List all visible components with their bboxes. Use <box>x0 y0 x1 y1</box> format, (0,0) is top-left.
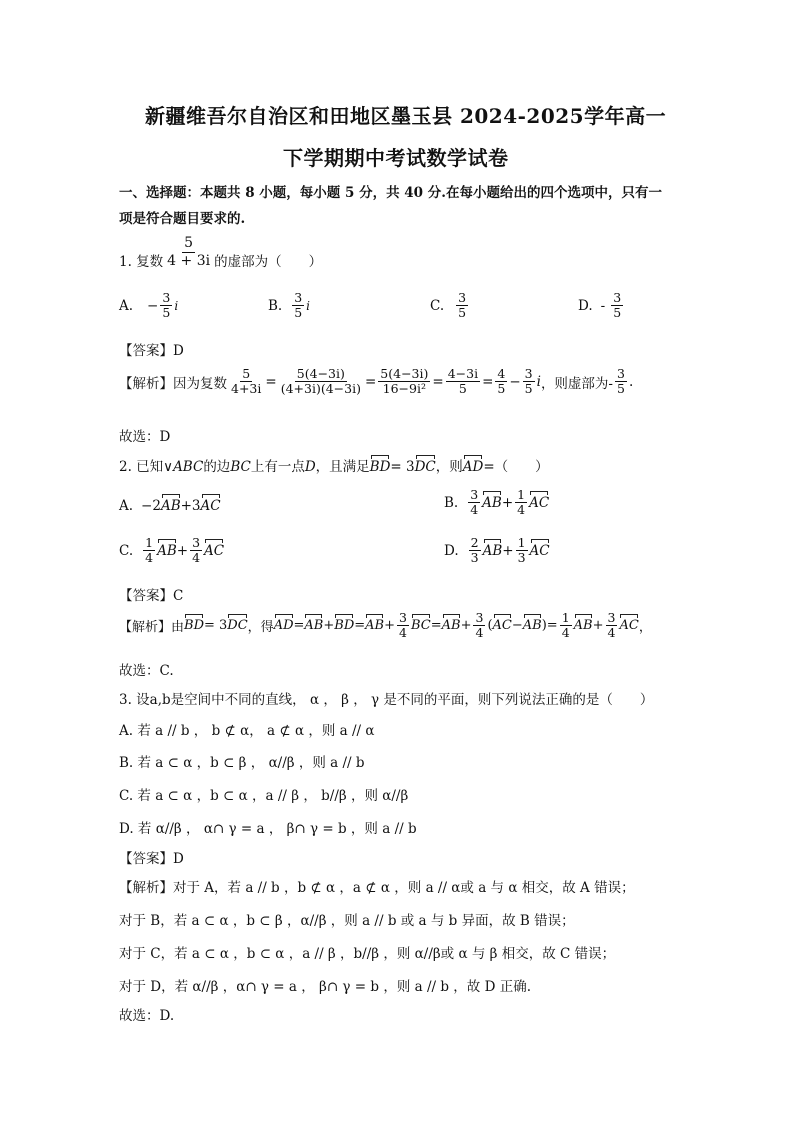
frac-num: 5(4−3i) <box>296 366 345 381</box>
vector-ab: AB <box>157 542 177 559</box>
frac-num: 5 <box>242 366 251 381</box>
q3-answer: 【答案】D <box>119 851 184 867</box>
section-header-line1: 一、选择题：本题共 8 小题，每小题 5 分，共 40 分.在每小题给出的四个选项中，只有一 <box>119 185 662 201</box>
vector-ac: AC <box>619 618 639 634</box>
q1-fraction <box>165 235 212 268</box>
vector-ab: AB <box>573 618 593 634</box>
stem-part: 的边 <box>203 459 231 475</box>
q3-analysis-line1: 【解析】对于 A，若 a // b ，b ⊄ α ，a ⊄ α ，则 a // α或 a 与 α 相交，故 A 错误； <box>119 880 635 896</box>
frac-den: 5 <box>294 305 303 321</box>
page-title-line1: 新疆维吾尔自治区和田地区墨玉县 2024-2025学年高一 <box>145 104 667 128</box>
imag-unit: i <box>174 298 179 313</box>
frac-num: 4 <box>497 366 506 381</box>
q2-stem <box>119 455 549 475</box>
minus: − <box>509 373 521 390</box>
side-name: BC <box>230 459 251 475</box>
frac-num: 2 <box>470 535 479 550</box>
equals: = <box>432 373 444 390</box>
q3-conclusion: 故选：D. <box>119 1008 175 1024</box>
point-name: D <box>304 459 316 475</box>
frac-num: 1 <box>561 610 570 625</box>
analysis-head: 【解析】因为复数 <box>119 375 227 392</box>
frac-den: 4 <box>561 625 570 641</box>
vector-dc: DC <box>227 618 248 634</box>
q2-conclusion: 故选：C. <box>119 663 174 679</box>
equals: = <box>354 618 366 634</box>
frac-den: 4 <box>475 625 484 641</box>
frac-den: 5 <box>617 381 625 397</box>
q1-conclusion: 故选：D <box>119 429 171 445</box>
frac-den: 5 <box>458 381 467 397</box>
plus: + <box>460 618 472 634</box>
plus: + <box>592 618 604 634</box>
q2-answer: 【答案】C <box>119 588 184 604</box>
plus: + <box>384 618 396 634</box>
frac-num: 3 <box>607 610 616 625</box>
frac-num: 3 <box>475 610 484 625</box>
frac-num: 1 <box>517 487 526 502</box>
frac-den: (4+3i)(4−3i) <box>280 381 361 397</box>
vector-ac: AC <box>529 542 550 559</box>
frac-num: 1 <box>517 535 526 550</box>
frac-num: 3 <box>470 487 479 502</box>
frac-den: 4 <box>517 502 526 518</box>
frac-num: 3 <box>399 610 407 625</box>
frac-num: 3 <box>192 535 201 550</box>
frac-num: 3 <box>524 366 533 381</box>
frac-den: 3 <box>517 550 526 566</box>
analysis-tail: ，则虚部为- <box>540 375 613 392</box>
q2-option-d[interactable] <box>444 536 550 566</box>
vector-ab: AB <box>482 542 503 559</box>
q1-frac-num: 5 <box>184 235 194 252</box>
imag-unit: i <box>306 298 311 313</box>
frac-num: 3 <box>458 290 467 305</box>
equals: = <box>265 373 277 390</box>
vector-ac: AC <box>492 618 512 634</box>
stem-part: 上有一点 <box>250 459 305 475</box>
option-label: C. <box>430 297 445 314</box>
q1-stem <box>119 234 322 270</box>
page-title-line2: 下学期期中考试数学试卷 <box>283 146 509 170</box>
q3-option-d[interactable]: D. 若 α//β ， α∩ γ = a ， β∩ γ = b ，则 a // b <box>119 821 417 837</box>
frac-den: 5 <box>497 381 506 397</box>
plus: + <box>176 542 189 559</box>
frac-num: 3 <box>617 366 625 381</box>
option-label: B. <box>444 494 459 511</box>
frac-num: 3 <box>294 290 303 305</box>
option-label: B. <box>268 297 283 314</box>
q2-option-b[interactable] <box>444 488 549 518</box>
vector-ab: AB <box>365 618 385 634</box>
stem-part: 2. 已知∨ <box>119 459 174 475</box>
section-header-line2: 项是符合题目要求的. <box>119 211 246 227</box>
analysis-mid: ，得 <box>247 620 274 636</box>
frac-num: 3 <box>162 290 171 305</box>
option-label: D. <box>578 297 593 314</box>
q1-option-d[interactable] <box>578 291 625 321</box>
sign: - <box>600 297 606 314</box>
q1-number: 1. 复数 <box>119 254 164 270</box>
q1-option-c[interactable] <box>430 291 470 321</box>
q3-stem: 3. 设a,b是空间中不同的直线， α ， β ， γ 是不同的平面，则下列说法正确的是（ ） <box>119 692 654 708</box>
q1-option-b[interactable] <box>268 291 310 321</box>
frac-num: 3 <box>613 290 622 305</box>
option-label: C. <box>119 542 134 559</box>
vector-bd: BD <box>369 459 391 475</box>
vector-ac: AC <box>204 542 225 559</box>
option-label: A. <box>119 297 134 314</box>
plus: + <box>501 494 514 511</box>
q3-analysis-line4: 对于 D，若 α//β ，α∩ γ = a ， β∩ γ = b ，则 a // b ，故 D 正确. <box>119 979 531 995</box>
q2-option-c[interactable] <box>119 536 224 566</box>
frac-den: 4+3i <box>231 381 262 397</box>
analysis-head: 【解析】由 <box>119 620 185 636</box>
frac-den: 5 <box>524 381 533 397</box>
vector-ab: AB <box>160 498 181 514</box>
coef: −2 <box>141 498 161 514</box>
frac-den: 4 <box>192 550 201 566</box>
vector-dc: DC <box>414 459 436 475</box>
vector-ad: AD <box>273 618 294 634</box>
plus: + <box>502 542 514 559</box>
vector-bc: BC <box>410 618 431 634</box>
frac-den: 4 <box>470 502 479 518</box>
frac-num: 5(4−3i) <box>380 366 429 381</box>
stem-part: =（ ） <box>483 459 549 475</box>
vector-ab: AB <box>441 618 461 634</box>
equals: = <box>293 618 305 634</box>
option-label: D. <box>444 542 459 559</box>
option-label: A. <box>119 498 134 514</box>
frac-num: 1 <box>145 535 154 550</box>
equals: = 3 <box>390 459 415 475</box>
plus: + <box>323 618 335 634</box>
equals: = 3 <box>204 618 228 634</box>
q3-analysis-line3: 对于 C，若 a ⊂ α ，b ⊂ α ，a // β ，b//β ，则 α//β或 α 与 β 相交，故 C 错误； <box>119 946 616 962</box>
coef: +3 <box>180 498 201 514</box>
frac-den: 4 <box>399 625 407 641</box>
vector-ad: AD <box>462 459 484 475</box>
equals: = <box>430 618 442 634</box>
stem-part: ，则 <box>435 459 463 475</box>
frac-num: 4−3i <box>447 366 479 381</box>
frac-den: 4 <box>607 625 616 641</box>
triangle-name: ABC <box>173 459 204 475</box>
q2-analysis <box>119 611 652 641</box>
vector-bd: BD <box>184 618 204 634</box>
frac-den: 4 <box>145 550 154 566</box>
vector-bd: BD <box>334 618 355 634</box>
period: . <box>628 373 634 390</box>
imag-unit: i <box>536 373 541 390</box>
comma: ， <box>638 620 652 636</box>
frac-den: 5 <box>162 305 171 321</box>
q2-option-a[interactable] <box>119 498 221 514</box>
vector-ab: AB <box>482 494 502 511</box>
q1-analysis <box>119 367 633 397</box>
stem-part: ，且满足 <box>315 459 370 475</box>
q3-option-a[interactable]: A. 若 a // b ， b ⊄ α， a ⊄ α ，则 a // α <box>119 723 375 739</box>
q1-option-a[interactable] <box>119 291 178 321</box>
frac-den: 5 <box>458 305 467 321</box>
equals: = <box>364 373 377 390</box>
minus: − <box>511 618 523 634</box>
q1-frac-den: 4 + 3i <box>167 252 211 269</box>
equals: = <box>482 373 494 390</box>
sign: − <box>147 297 159 314</box>
q1-stem-tail: 的虚部为（ ） <box>214 254 323 270</box>
paren: ) <box>541 618 547 634</box>
vector-ac: AC <box>529 494 550 511</box>
vector-ab: AB <box>522 618 542 634</box>
frac-den: 3 <box>470 550 479 566</box>
vector-ab: AB <box>304 618 324 634</box>
q3-analysis-line2: 对于 B，若 a ⊂ α ，b ⊂ β ，α//β ，则 a // b 或 a 与 b 异面，故 B 错误； <box>119 913 575 929</box>
paren: ( <box>487 618 493 634</box>
frac-den: 5 <box>613 305 622 321</box>
q3-option-c[interactable]: C. 若 a ⊂ α ，b ⊂ α ，a // β ， b//β ，则 α//β <box>119 788 409 804</box>
q1-answer: 【答案】D <box>119 343 184 359</box>
vector-ac: AC <box>200 498 221 514</box>
frac-den: 16−9i² <box>382 381 426 397</box>
q3-option-b[interactable]: B. 若 a ⊂ α ，b ⊂ β ， α//β ，则 a // b <box>119 755 365 771</box>
equals: = <box>546 618 558 634</box>
